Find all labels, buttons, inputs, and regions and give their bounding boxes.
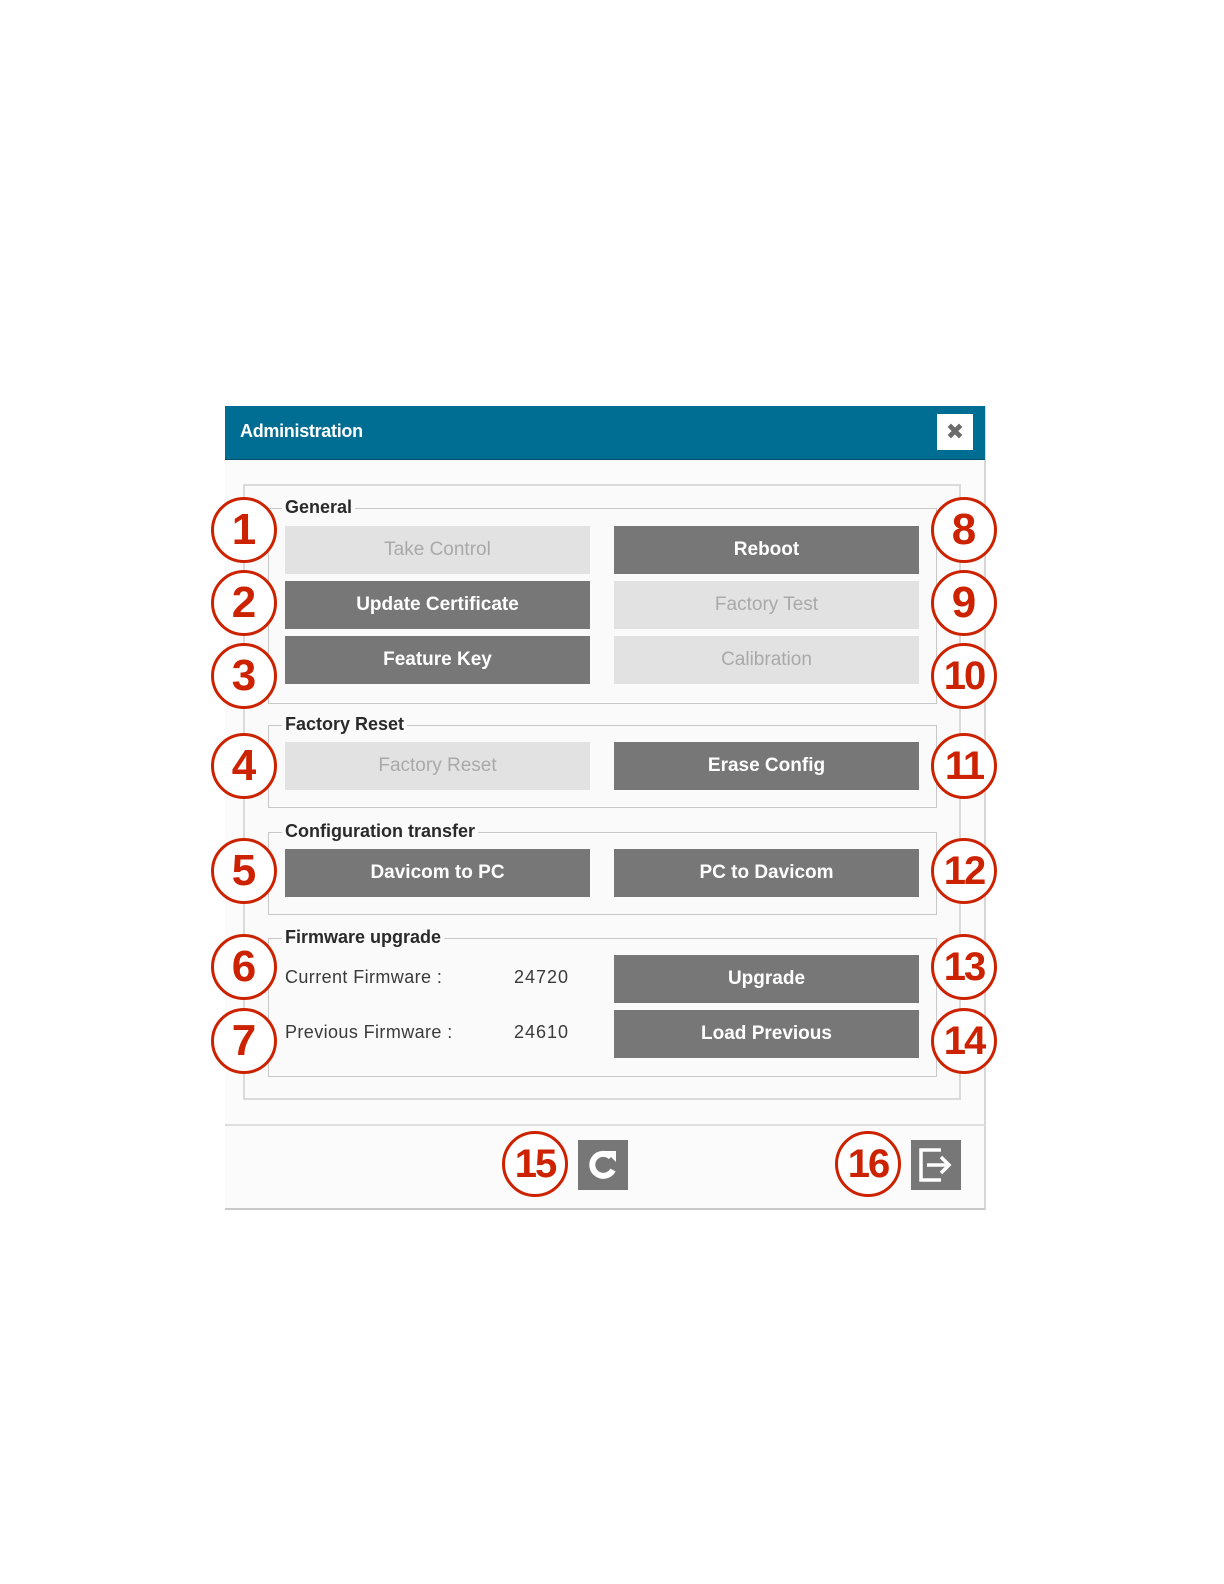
administration-dialog [225, 406, 986, 1210]
factory-reset-legend: Factory Reset [282, 714, 407, 735]
callout-marker: 13 [931, 934, 997, 1000]
close-button[interactable] [937, 414, 973, 450]
refresh-icon [578, 1140, 628, 1190]
previous-firmware-label: Previous Firmware : [285, 1022, 453, 1042]
callout-marker: 6 [211, 934, 277, 1000]
callout-marker: 16 [835, 1131, 901, 1197]
callout-marker: 9 [931, 570, 997, 636]
callout-marker: 1 [211, 497, 277, 563]
callout-marker: 14 [931, 1008, 997, 1074]
upgrade-button[interactable]: Upgrade [614, 955, 919, 1003]
callout-marker: 10 [931, 643, 997, 709]
dialog-title: Administration [240, 421, 363, 441]
update-certificate-button[interactable]: Update Certificate [285, 581, 590, 629]
callout-marker: 7 [211, 1008, 277, 1074]
take-control-button[interactable]: Take Control [285, 526, 590, 574]
calibration-button[interactable]: Calibration [614, 636, 919, 684]
callout-marker: 12 [931, 838, 997, 904]
footer-divider [225, 1124, 985, 1126]
erase-config-button[interactable]: Erase Config [614, 742, 919, 790]
general-legend: General [282, 497, 355, 518]
reboot-button[interactable]: Reboot [614, 526, 919, 574]
dialog-titlebar [225, 406, 985, 460]
previous-firmware-value: 24610 [514, 1022, 570, 1042]
callout-marker: 8 [931, 497, 997, 563]
davicom-to-pc-button[interactable]: Davicom to PC [285, 849, 590, 897]
current-firmware-label: Current Firmware : [285, 967, 443, 987]
callout-marker: 2 [211, 570, 277, 636]
factory-test-button[interactable]: Factory Test [614, 581, 919, 629]
load-previous-button[interactable]: Load Previous [614, 1010, 919, 1058]
callout-marker: 5 [211, 838, 277, 904]
callout-marker: 11 [931, 733, 997, 799]
callout-marker: 15 [502, 1131, 568, 1197]
exit-icon [911, 1140, 961, 1190]
refresh-button[interactable] [578, 1140, 628, 1190]
pc-to-davicom-button[interactable]: PC to Davicom [614, 849, 919, 897]
feature-key-button[interactable]: Feature Key [285, 636, 590, 684]
current-firmware-value: 24720 [514, 967, 570, 987]
firmware-upgrade-legend: Firmware upgrade [282, 927, 444, 948]
factory-reset-button[interactable]: Factory Reset [285, 742, 590, 790]
callout-marker: 3 [211, 643, 277, 709]
config-transfer-legend: Configuration transfer [282, 821, 478, 842]
close-icon: ✖ [945, 419, 965, 444]
exit-button[interactable] [911, 1140, 961, 1190]
callout-marker: 4 [211, 733, 277, 799]
